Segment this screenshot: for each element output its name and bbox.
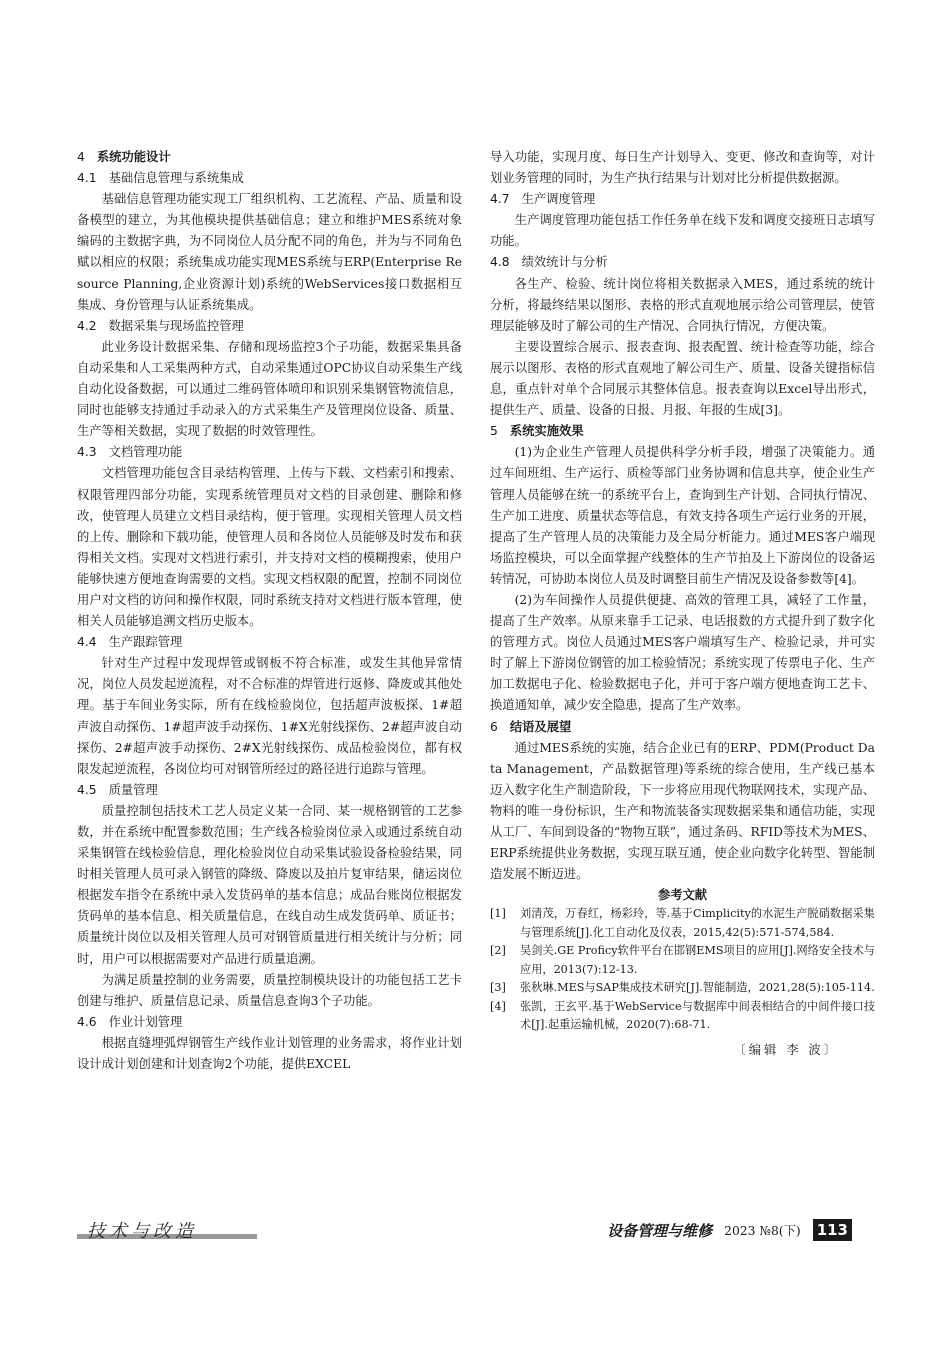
paragraph: (1)为企业生产管理人员提供科学分析手段，增强了决策能力。通过车间班组、生产运行、质检等部门业务协调和信息共享，使企业生产管理人员能够在统一的系统平台上，查询到生产计划、合同执行情况、生产加工进度、质量状态等信息，有效支持各项生产运行业务的开展，提高了生产管理人员的决策能力及全局分析能力。通过MES客户端现场监控模块，可以全面掌握产线整体的生产节拍及上下游岗位的设备运转情况，可协助本岗位人员及时调整目前生产情况及设备参数等[4]。: [490, 445, 875, 586]
section-6-heading: 6 结语及展望: [490, 719, 572, 734]
editor-credit: 〔编辑 李 波〕: [733, 1042, 839, 1057]
paragraph: (2)为车间操作人员提供便捷、高效的管理工具，减轻了工作量，提高了生产效率。从原来靠手工记录、电话报数的方式提升到了数字化的管理方式。岗位人员通过MES客户端填写生产、检验记录，并可实时了解上下游岗位钢管的加工检验情况；系统实现了传票电子化、生产加工数据电子化、检验数据电子化，并可于客户端方便地查询工艺卡、换道通知单，减少安全隐患，提高了生产效率。: [490, 592, 875, 713]
paragraph: 针对生产过程中发现焊管或钢板不符合标准，或发生其他异常情况，岗位人员发起逆流程，对不合标准的焊管进行返修、降废或其他处理。基于车间业务实际，所有在线检验岗位，包括超声波板探、1#超声波自动探伤、1#超声波手动探伤、1#X光射线探伤、2#超声波自动探伤、2#超声波手动探伤、2#X光射线探伤、成品检验岗位，都有权限发起逆流程，各岗位均可对钢管所经过的路径进行追踪与管理。: [77, 656, 462, 776]
reference-text: 张秋琳.MES与SAP集成技术研究[J].智能制造，2021,28(5):105-114.: [520, 981, 875, 995]
page-footer: [77, 1219, 852, 1245]
paragraph: 各生产、检验、统计岗位将相关数据录入MES，通过系统的统计分析，将最终结果以图形、表格的形式直观地展示给公司管理层，使管理层能够及时了解公司的生产情况、合同执行情况，方便决策。: [490, 276, 875, 333]
reference-item: [490, 998, 875, 1035]
right-column: [490, 147, 875, 1061]
section-4-3-heading: 4.3 文档管理功能: [77, 445, 183, 460]
reference-text: 张凯，王玄平.基于WebService与数据库中间表相结合的中间件接口技术[J].起重运输机械，2020(7):68-71.: [520, 999, 875, 1032]
paragraph: 此业务设计数据采集、存储和现场监控3个子功能，数据采集具备自动采集和人工采集两种方式，自动采集通过OPC协议自动采集生产线自动化设备数据，可以通过二维码管体喷印和识别采集钢管物流信息，同时也能够支持通过手动录入的方式采集生产及管理岗位设备、质量、生产等相关数据，实现了数据的时效管理性。: [77, 339, 462, 439]
reference-number: [3]: [490, 981, 506, 995]
issue-number: 2023 №8(下): [724, 1224, 801, 1238]
reference-text: 刘清茂，万春红，杨彩玲，等.基于Cimplicity的水泥生产脱硝数据采集与管理系统[J].化工自动化及仪表，2015,42(5):571-574,584.: [520, 907, 875, 939]
reference-item: [490, 942, 875, 979]
references-title: 参考文献: [657, 888, 708, 903]
paragraph: 基础信息管理功能实现工厂组织机构、工艺流程、产品、质量和设备模型的建立，为其他模块提供基础信息；建立和维护MES系统对象编码的主数据字典，为不同岗位人员分配不同的角色，并为与不同角色赋以相应的权限；系统集成功能实现MES系统与ERP(Enterprise Resource Planning,企业资源计划)系统的WebServices接口数据相互集成、身份管理与认证系统集成。: [77, 192, 462, 312]
journal-name: 设备管理与维修: [607, 1221, 713, 1240]
section-4-7-heading: 4.7 生产调度管理: [490, 192, 596, 207]
page-number: 113: [813, 1219, 852, 1241]
section-4-8-heading: 4.8 绩效统计与分析: [490, 255, 608, 270]
section-4-2-heading: 4.2 数据采集与现场监控管理: [77, 318, 244, 333]
left-column: [77, 147, 462, 1075]
paragraph: 导入功能，实现月度、每日生产计划导入、变更、修改和查询等，对计划业务管理的同时，为生产执行结果与计划对比分析提供数据源。: [490, 150, 875, 186]
section-label: [77, 1219, 257, 1243]
paragraph: 质量控制包括技术工艺人员定义某一合同、某一规格钢管的工艺参数，并在系统中配置参数范围；生产线各检验岗位录入或通过系统自动采集钢管在线检验信息，理化检验岗位自动采集试验设备检验结果，同时相关管理人员可录入钢管的降级、降废以及拍片复审结果，储运岗位根据发车指令在系统中录入发货码单的基本信息；成品台账岗位根据发货码单的基本信息、相关质量信息，在线自动生成发货码单、质证书；质量统计岗位以及相关管理人员可对钢管质量进行相关统计与分析；同时，用户可以根据需要对产品进行质量追溯。: [77, 803, 462, 966]
reference-item: [490, 905, 875, 942]
paragraph: 通过MES系统的实施，结合企业已有的ERP、PDM(Product Data Management，产品数据管理)等系统的综合使用，生产线已基本迈入数字化生产制造阶段，下一步将应用现代物联网技术，实现产品、物料的唯一身份标识，生产和物流装备实现数据采集和通信功能，实现从工厂、车间到设备的“物物互联”，通过条码、RFID等技术为MES、ERP系统提供业务数据，实现互联互通，使企业向数字化转型、智能制造发展不断迈进。: [490, 740, 875, 882]
paragraph: 文档管理功能包含目录结构管理、上传与下载、文档索引和搜索、权限管理四部分功能，实现系统管理员对文档的目录创建、删除和修改，使管理人员建立文档目录结构，便于管理。实现相关管理人员文档的上传、删除和下载功能，使管理人员和各岗位人员能够及时发布和获得相关文档。实现对文档进行索引，并支持对文档的模糊搜索，使用户能够快速方便地查询需要的文档。实现文档权限的配置，控制不同岗位用户对文档的访问和操作权限，同时系统支持对文档进行版本管理，使相关人员能够追溯文档历史版本。: [77, 466, 462, 629]
paragraph: 主要设置综合展示、报表查询、报表配置、统计检查等功能，综合展示以图形、表格的形式直观地了解公司生产、质量、设备关键指标信息，重点针对单个合同展示其整体信息。报表查询以Excel导出形式，提供生产、质量、设备的日报、月报、年报的生成[3]。: [490, 339, 875, 418]
paragraph: 为满足质量控制的业务需要，质量控制模块设计的功能包括工艺卡创建与维护、质量信息记录、质量信息查询3个子功能。: [77, 972, 462, 1008]
reference-number: [1]: [490, 907, 506, 921]
section-label-text: 技术与改造: [87, 1221, 197, 1242]
section-4-4-heading: 4.4 生产跟踪管理: [77, 635, 183, 650]
references-list: [490, 905, 875, 1035]
reference-number: [4]: [490, 999, 506, 1013]
section-5-heading: 5 系统实施效果: [490, 424, 584, 439]
journal-info: [607, 1219, 852, 1241]
reference-number: [2]: [490, 944, 506, 958]
section-4-5-heading: 4.5 质量管理: [77, 782, 158, 797]
reference-item: [490, 979, 875, 998]
section-4-6-heading: 4.6 作业计划管理: [77, 1014, 183, 1029]
section-4-1-heading: 4.1 基础信息管理与系统集成: [77, 171, 244, 186]
paragraph: 根据直缝埋弧焊钢管生产线作业计划管理的业务需求，将作业计划设计成计划创建和计划查询2个功能，提供EXCEL: [77, 1035, 462, 1072]
section-4-heading: 4 系统功能设计: [77, 150, 171, 164]
paragraph: 生产调度管理功能包括工作任务单在线下发和调度交接班日志填写功能。: [490, 213, 875, 249]
reference-text: 吴剑关.GE Proficy软件平台在邯钢EMS项目的应用[J].网络安全技术与应用，2013(7):12-13.: [520, 944, 875, 976]
